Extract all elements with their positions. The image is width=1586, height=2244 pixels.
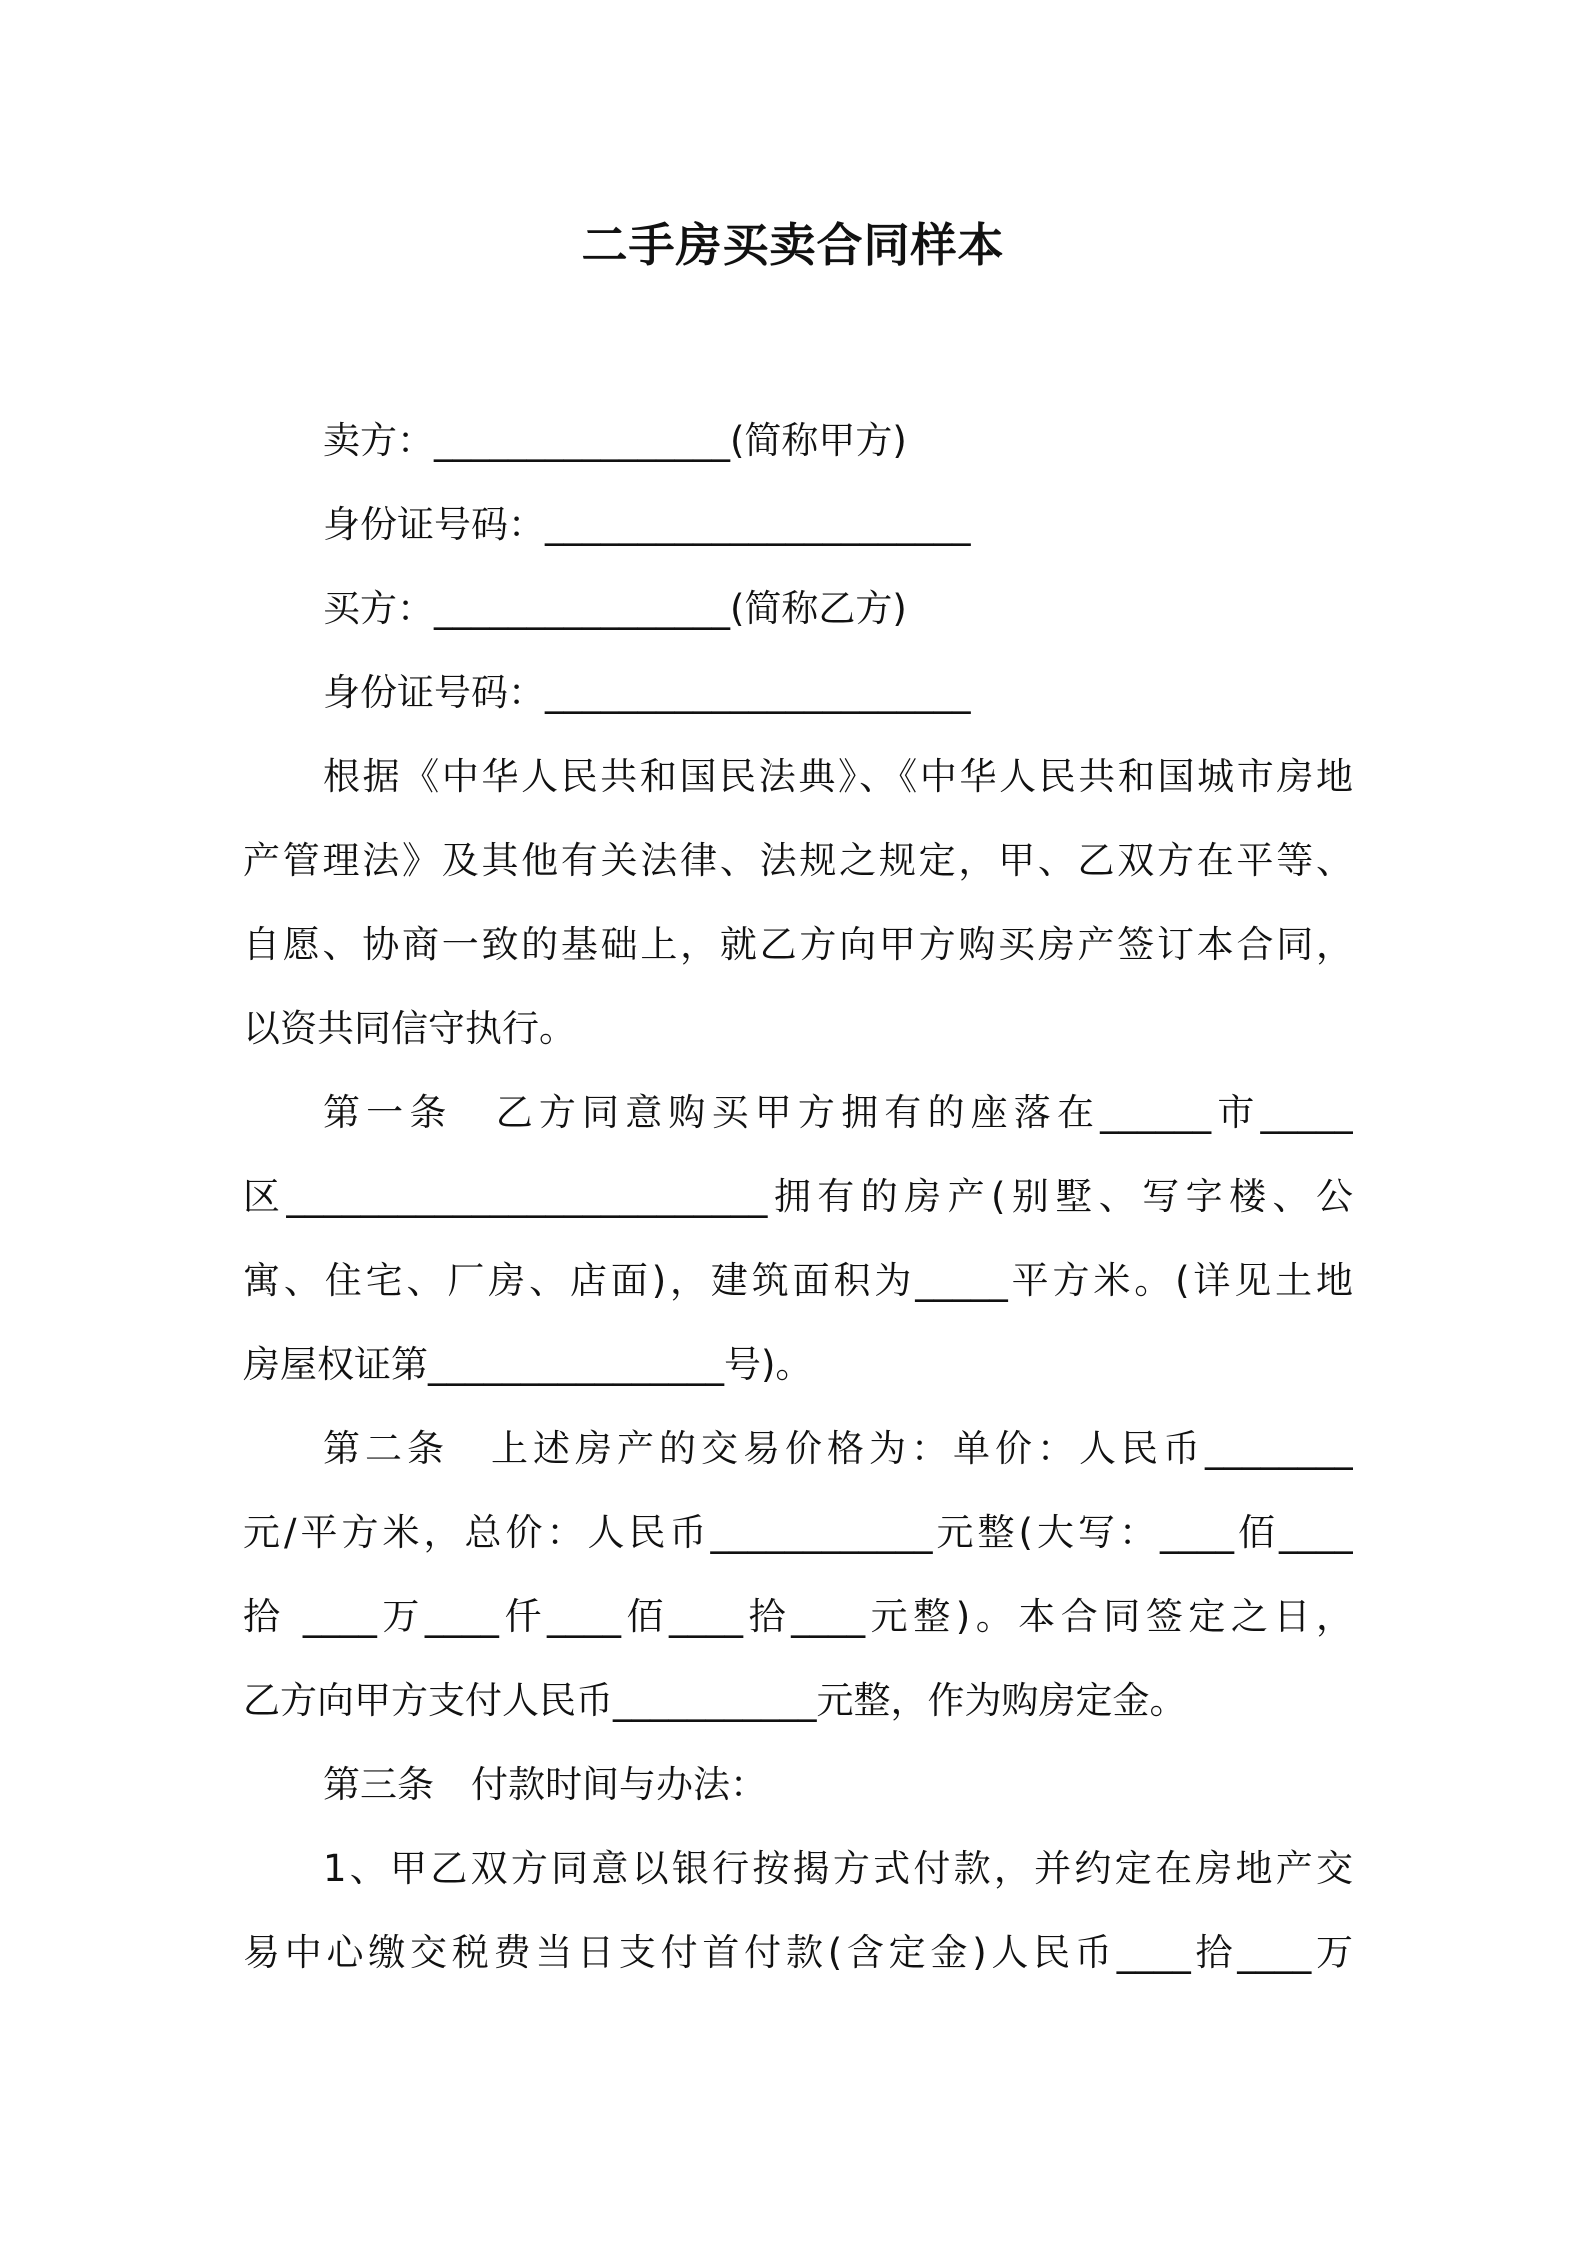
preamble-line-1: 根据《中华人民共和国民法典》、《中华人民共和国城市房地 [323, 755, 1353, 798]
article-2-line-2: 元/平方米，总价：人民币____________元整(大写：____佰____ [243, 1511, 1353, 1554]
article-1-line-1: 第一条 乙方同意购买甲方拥有的座落在______市_____ [323, 1091, 1353, 1134]
article-1-line-2: 区__________________________拥有的房产(别墅、写字楼、公 [243, 1175, 1353, 1218]
article-3-heading: 第三条 付款时间与办法： [323, 1763, 767, 1806]
article-2-line-3: 拾 ____万____仟____佰____拾____元整)。本合同签定之日， [243, 1595, 1353, 1638]
article-3-item-1-line-2: 易中心缴交税费当日支付首付款(含定金)人民币____拾____万 [243, 1931, 1353, 1974]
article-1-line-4: 房屋权证第________________号)。 [243, 1343, 813, 1386]
preamble-line-4: 以资共同信守执行。 [243, 1007, 576, 1050]
article-2-line-4: 乙方向甲方支付人民币___________元整，作为购房定金。 [243, 1679, 1187, 1722]
document-title: 二手房买卖合同样本 [581, 218, 1005, 272]
article-3-item-1-line-1: 1、甲乙双方同意以银行按揭方式付款，并约定在房地产交 [323, 1847, 1353, 1890]
article-1-line-3: 寓、住宅、厂房、店面)，建筑面积为_____平方米。(详见土地 [243, 1259, 1353, 1302]
buyer-id-line: 身份证号码：_______________________ [323, 671, 971, 714]
article-2-line-1: 第二条 上述房产的交易价格为：单价：人民币________ [323, 1427, 1353, 1470]
buyer-line: 买方：________________(简称乙方) [323, 587, 907, 630]
seller-id-line: 身份证号码：_______________________ [323, 503, 971, 546]
preamble-line-3: 自愿、协商一致的基础上，就乙方向甲方购买房产签订本合同， [243, 923, 1353, 966]
preamble-line-2: 产管理法》及其他有关法律、法规之规定，甲、乙双方在平等、 [243, 839, 1353, 882]
document-body [243, 399, 1353, 1995]
seller-line: 卖方：________________(简称甲方) [323, 419, 907, 462]
